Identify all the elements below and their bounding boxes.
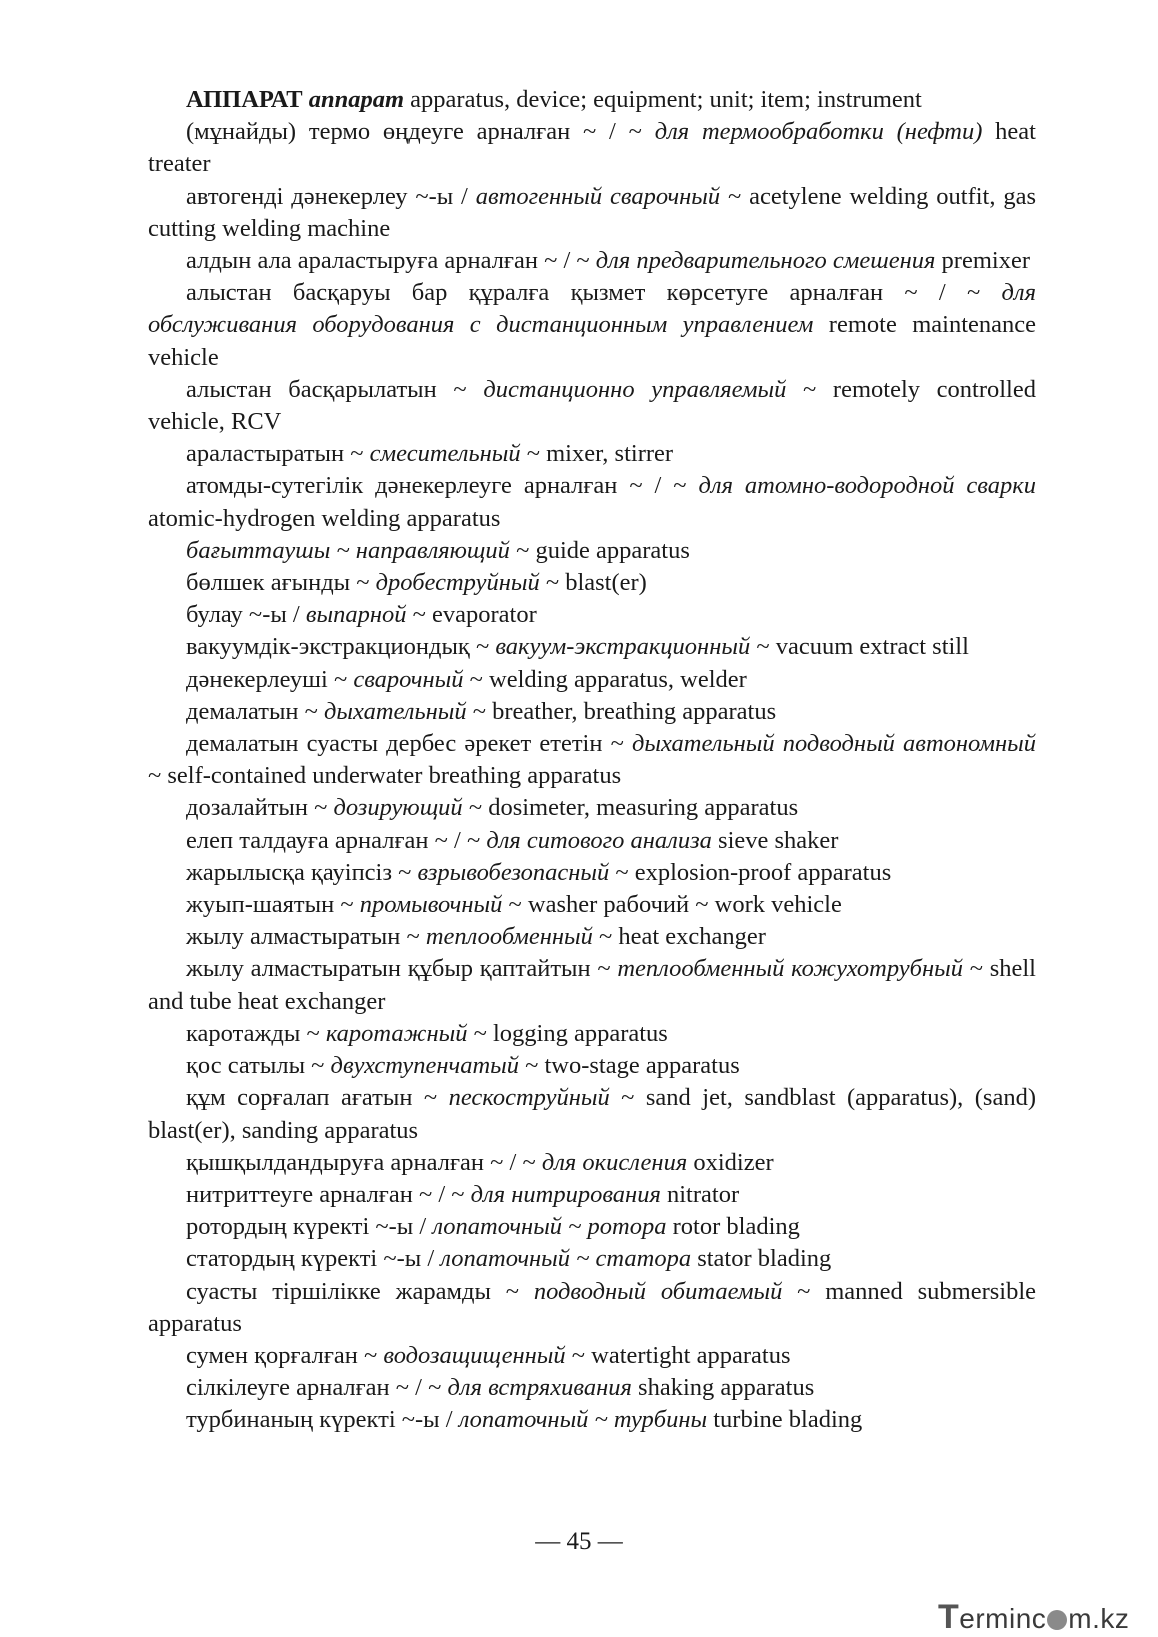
entry-ru: для встряхивания	[447, 1374, 632, 1402]
entry-kz: елеп талдауға арналған ~ / ~	[186, 826, 487, 854]
entry-en: ~ evaporator	[406, 601, 537, 629]
entry-en: ~ washer рабочий ~ work vehicle	[502, 891, 842, 919]
dictionary-page	[148, 84, 1036, 1437]
entry-en: ~ breather, breathing apparatus	[466, 697, 777, 725]
entry-en: ~ manned submersible apparatus	[148, 1277, 1037, 1337]
entry-en: ~ shell and tube heat exchanger	[148, 955, 1036, 1015]
entry-en: ~ mixer, stirrer	[520, 440, 674, 468]
entry-en: remote maintenance vehicle	[148, 311, 1036, 371]
dictionary-entry	[148, 277, 1036, 374]
entry-en: nitrator	[660, 1180, 740, 1208]
entry-ru: дробеструйный	[375, 569, 540, 597]
dictionary-entry	[148, 1082, 1036, 1146]
dictionary-entry	[148, 728, 1036, 792]
entry-en: premixer	[935, 247, 1030, 275]
entry-en: ~ blast(er)	[539, 569, 647, 597]
entry-en: rotor blading	[666, 1213, 800, 1241]
entry-ru: для термообработки (нефти)	[654, 118, 983, 146]
entry-kz: алдын ала араластыруға арналған ~ / ~	[186, 247, 596, 275]
dictionary-entry	[148, 374, 1036, 438]
headword-ru: аппарат	[308, 86, 405, 113]
entry-en: ~ remotely controlled vehicle, RCV	[148, 375, 1036, 436]
entry-ru: для нитрирования	[470, 1180, 661, 1208]
entry-kz: қышқылдандыруға арналған ~ / ~	[186, 1148, 542, 1176]
entry-en: sieve shaker	[711, 826, 839, 854]
entry-ru: дистанционно управляемый	[483, 375, 787, 403]
dictionary-entry	[148, 1179, 1036, 1211]
entry-en: ~ sand jet, sandblast (apparatus), (sand) blast(er), sanding apparatus	[148, 1084, 1036, 1144]
entry-ru: каротажный	[325, 1019, 468, 1047]
entry-en: heat treater	[148, 118, 1036, 178]
entry-ru: водозащищенный	[383, 1341, 566, 1369]
entry-kz: (мұнайды) термо өңдеуге арналған ~ / ~	[186, 118, 655, 146]
dictionary-entry	[148, 1018, 1036, 1050]
entry-en: ~ watertight apparatus	[565, 1341, 791, 1369]
entry-kz: нитриттеуге арналған ~ / ~	[186, 1180, 471, 1208]
entry-en: ~ welding apparatus, welder	[463, 665, 747, 693]
entry-en: ~ explosion-proof apparatus	[609, 858, 892, 886]
entry-en: ~ two-stage apparatus	[518, 1052, 740, 1080]
entry-ru: для предварительного смешения	[595, 247, 936, 275]
entry-ru: теплообменный кожухотрубный	[617, 955, 963, 983]
entry-en: ~ logging apparatus	[467, 1019, 668, 1047]
dictionary-entry	[148, 181, 1036, 245]
dictionary-entry	[148, 1147, 1036, 1179]
entry-ru: подводный обитаемый	[533, 1277, 783, 1305]
entry-en: ~ guide apparatus	[509, 536, 690, 564]
page-number: — 45 —	[535, 1528, 623, 1555]
dictionary-entry	[148, 1340, 1036, 1372]
dictionary-entry	[148, 1276, 1036, 1340]
entry-kz: каротажды ~	[186, 1019, 326, 1047]
entry-kz: демалатын суасты дербес әрекет ететін ~	[186, 730, 633, 758]
entry-ru: лопаточный ~ турбины	[458, 1406, 708, 1434]
entry-ru: двухступенчатый	[330, 1052, 519, 1080]
dictionary-entry	[148, 1211, 1036, 1243]
dictionary-entry	[148, 535, 1036, 567]
dictionary-entry	[148, 1372, 1036, 1404]
entry-kz: вакуумдік-экстракциондық ~	[186, 633, 496, 661]
entry-ru: смесительный	[369, 440, 521, 468]
entry-kz: турбинаның күректі ~-ы /	[186, 1406, 459, 1434]
entry-ru: сварочный	[353, 665, 464, 693]
entry-kz: алыстан басқаруы бар құралға қызмет көрсетуге арналған ~ / ~	[186, 279, 1002, 307]
entry-en: oxidizer	[687, 1148, 774, 1176]
entry-en: ~ acetylene welding outfit, gas cutting welding machine	[148, 182, 1036, 242]
entry-ru: автогенный сварочный	[475, 182, 721, 210]
entry-en: atomic-hydrogen welding apparatus	[148, 504, 501, 532]
entry-ru: выпарной	[305, 601, 407, 629]
entry-en: ~ vacuum extract still	[750, 633, 969, 661]
dictionary-entry	[148, 664, 1036, 696]
entry-kz: статордың күректі ~-ы /	[186, 1245, 441, 1273]
entry-ru: пескоструйный	[448, 1084, 610, 1112]
dictionary-entry	[148, 825, 1036, 857]
dictionary-entry	[148, 696, 1036, 728]
entry-ru: взрывобезопасный	[417, 858, 610, 886]
dictionary-entry	[148, 889, 1036, 921]
entry-kz: булау ~-ы /	[186, 601, 306, 629]
dictionary-entry	[148, 1050, 1036, 1082]
dictionary-entry	[148, 953, 1036, 1017]
entry-ru: бағыттаушы ~ направляющий	[186, 536, 510, 564]
entry-ru: для окисления	[541, 1148, 688, 1176]
entry-kz: жылу алмастыратын ~	[186, 923, 426, 951]
entry-kz: сілкілеуге арналған ~ / ~	[186, 1374, 448, 1402]
entry-kz: жылу алмастыратын құбыр қаптайтын ~	[186, 955, 618, 983]
entry-kz: ротордың күректі ~-ы /	[186, 1213, 433, 1241]
entry-kz: демалатын ~	[186, 697, 325, 725]
entry-en: turbine blading	[707, 1406, 863, 1434]
entry-ru: лопаточный ~ статора	[440, 1245, 692, 1273]
entry-ru: дозирующий	[333, 794, 463, 822]
entry-en: shaking apparatus	[631, 1374, 815, 1402]
dictionary-entry	[148, 921, 1036, 953]
dictionary-entry	[148, 1404, 1036, 1436]
entry-kz: атомды-сутегілік дәнекерлеуге арналған ~ / ~	[186, 472, 699, 500]
entry-kz: суасты тіршілікке жарамды ~	[186, 1277, 534, 1305]
dictionary-entry	[148, 1243, 1036, 1275]
entry-kz: автогенді дәнекерлеу ~-ы /	[186, 182, 476, 210]
entry-kz: қос сатылы ~	[186, 1052, 331, 1080]
entry-kz: жуып-шаятын ~	[186, 891, 360, 919]
entry-kz: жарылысқа қауіпсіз ~	[186, 858, 418, 886]
entry-ru: дыхательный подводный автономный	[632, 730, 1036, 758]
dictionary-entry	[148, 438, 1036, 470]
entry-list	[148, 116, 1036, 1436]
dictionary-entry	[148, 857, 1036, 889]
entry-en: ~ self-contained underwater breathing apparatus	[148, 762, 622, 790]
headword-entry	[148, 84, 1036, 116]
dictionary-entry	[148, 631, 1036, 663]
entry-ru: для обслуживания оборудования с дистанционным управлением	[148, 279, 1036, 339]
dictionary-entry	[148, 245, 1036, 277]
entry-en: ~ dosimeter, measuring apparatus	[462, 794, 799, 822]
termincom-logo: Terminc m.kz	[938, 1598, 1130, 1636]
entry-kz: құм сорғалап ағатын ~	[186, 1084, 449, 1112]
dictionary-entry	[148, 470, 1036, 534]
entry-kz: араластыратын ~	[186, 440, 370, 468]
entry-ru: промывочный	[359, 891, 503, 919]
entry-ru: дыхательный	[324, 697, 467, 725]
entry-en: stator blading	[691, 1245, 832, 1273]
entry-kz: дәнекерлеуші ~	[186, 665, 354, 693]
entry-ru: теплообменный	[425, 923, 593, 951]
entry-kz: бөлшек ағынды ~	[186, 569, 376, 597]
dictionary-entry	[148, 116, 1036, 180]
entry-kz: сумен қорғалған ~	[186, 1341, 384, 1369]
entry-ru: лопаточный ~ ротора	[432, 1213, 667, 1241]
headword-kz: АППАРАТ	[186, 86, 303, 113]
dictionary-entry	[148, 599, 1036, 631]
entry-ru: для ситового анализа	[486, 826, 712, 854]
entry-ru: вакуум-экстракционный	[495, 633, 751, 661]
dictionary-entry	[148, 567, 1036, 599]
entry-kz: дозалайтын ~	[186, 794, 334, 822]
dictionary-entry	[148, 792, 1036, 824]
entry-kz: алыстан басқарылатын ~	[186, 375, 484, 403]
entry-ru: для атомно-водородной сварки	[698, 472, 1036, 500]
headword-en: apparatus, device; equipment; unit; item; instrument	[410, 86, 922, 113]
entry-en: ~ heat exchanger	[592, 923, 766, 951]
